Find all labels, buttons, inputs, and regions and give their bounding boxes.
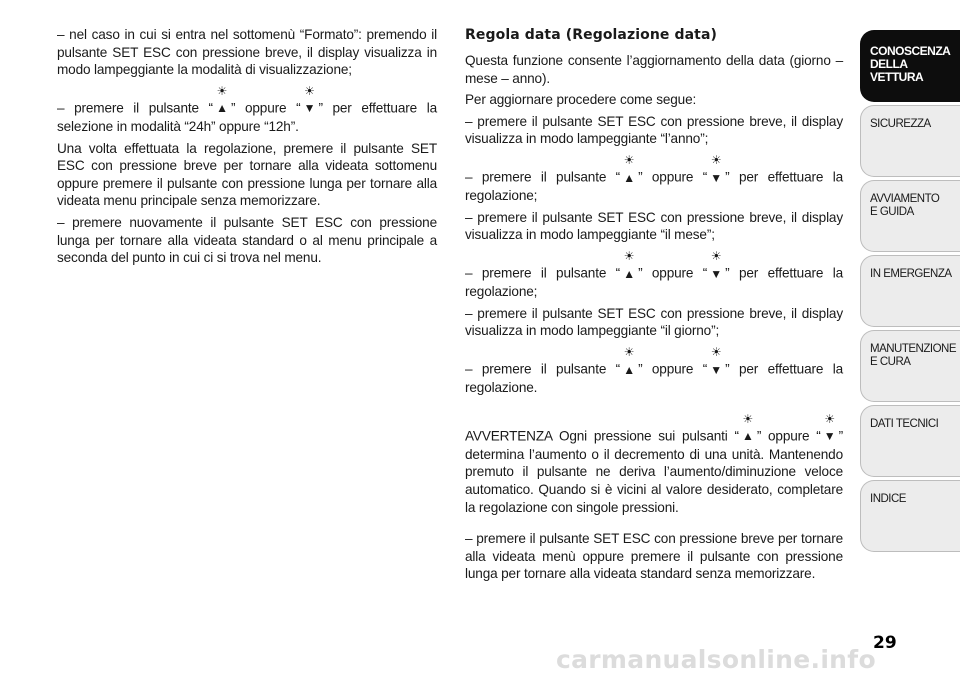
tab-indice[interactable]: INDICE — [860, 480, 960, 552]
watermark: carmanualsonline.info — [556, 645, 876, 674]
paragraph: Per aggiornare procedere come segue: — [465, 92, 697, 108]
paragraph: – premere il pulsante “☀▲ ” oppure “☀▼ ” per effettuare la regolazione; — [465, 152, 843, 204]
sun-down-arrow-icon: ☀▼ — [823, 411, 836, 444]
paragraph: – premere il pulsante “☀▲ ” oppure “☀▼ ” per effettuare la selezione in modalità “24h” oppure “12h”. — [57, 83, 437, 134]
paragraph: Una volta effettuata la regolazione, premere il pulsante SET ESC con pressione breve per tornare alla videata sottomenu oppure premere il pulsante con pressione lunga per tornare alla videata menu principale senza memorizzare. — [57, 140, 437, 209]
paragraph: – premere il pulsante SET ESC con pressione breve, il display visualizza in modo lampeggiante “il giorno”; — [465, 305, 843, 339]
section-heading: Regola data (Regolazione data) — [465, 27, 717, 43]
tab-in-emergenza[interactable]: IN EMERGENZA — [860, 255, 960, 327]
left-column — [57, 26, 437, 271]
paragraph: – premere il pulsante “☀▲ ” oppure “☀▼ ” per effettuare la regolazione; — [465, 248, 843, 300]
sun-down-arrow-icon: ☀▼ — [710, 152, 722, 185]
sun-down-arrow-icon: ☀▼ — [710, 344, 722, 377]
paragraph: – premere il pulsante SET ESC con pressione breve per tornare alla videata menù oppure premere il pulsante con pressione lunga per tornare alla videata standard senza memorizzare. — [465, 531, 843, 582]
tab-sicurezza[interactable]: SICUREZZA — [860, 105, 960, 177]
tab-manutenzione-e-cura[interactable]: MANUTENZIONE E CURA — [860, 330, 960, 402]
tab-conoscenza-della-vettura[interactable]: CONOSCENZA DELLA VETTURA — [860, 30, 960, 102]
paragraph: Questa funzione consente l’aggiornamento della data (giorno – mese – anno). — [465, 53, 843, 86]
sun-up-arrow-icon: ☀▲ — [216, 83, 228, 116]
sun-down-arrow-icon: ☀▼ — [710, 248, 722, 281]
sun-up-arrow-icon: ☀▲ — [623, 248, 635, 281]
paragraph: – premere il pulsante SET ESC con pressione breve, il display visualizza in modo lampeggiante “il mese”; — [465, 209, 843, 243]
chapter-tabs — [860, 30, 960, 555]
right-column — [465, 26, 843, 587]
tab-dati-tecnici[interactable]: DATI TECNICI — [860, 405, 960, 477]
paragraph: – premere il pulsante “☀▲ ” oppure “☀▼ ” per effettuare la regolazione. — [465, 344, 843, 396]
page-number: 29 — [873, 633, 897, 653]
paragraph: – premere il pulsante SET ESC con pressione breve, il display visualizza in modo lampeggiante “l’anno”; — [465, 113, 843, 147]
tab-avviamento-e-guida[interactable]: AVVIAMENTO E GUIDA — [860, 180, 960, 252]
paragraph: – nel caso in cui si entra nel sottomenù “Formato”: premendo il pulsante SET ESC con pressione breve, il display visualizza in modo lampeggiante la modalità di visualizzazione; — [57, 27, 437, 78]
sun-up-arrow-icon: ☀▲ — [623, 152, 635, 185]
warning-paragraph: AVVERTENZA Ogni pressione sui pulsanti “☀▲ ” oppure “☀▼ ” determina l’aumento o il decremento di una unità. Mantenendo premuto il pulsante ne deriva l’aumento/diminuzione veloce automatico. Quando si è vicini al valore desiderato, completare la regolazione con singole pressioni. — [465, 411, 844, 515]
sun-up-arrow-icon: ☀▲ — [623, 344, 635, 377]
sun-down-arrow-icon: ☀▼ — [303, 83, 316, 116]
sun-up-arrow-icon: ☀▲ — [741, 411, 754, 444]
paragraph: – premere nuovamente il pulsante SET ESC con pressione lunga per tornare alla videata standard o al menu principale a seconda del punto in cui ci si trova nel menu. — [57, 214, 437, 266]
